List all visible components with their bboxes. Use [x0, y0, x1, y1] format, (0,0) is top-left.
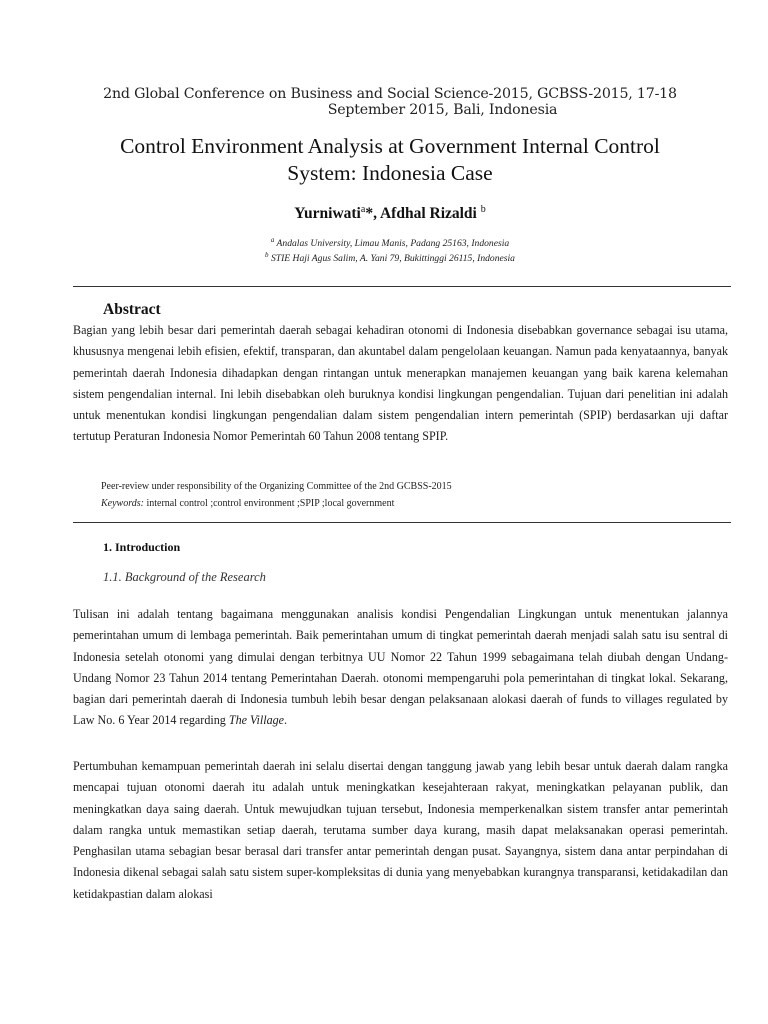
author-list: [60, 204, 720, 223]
affiliation-b-text: STIE Haji Agus Salim, A. Yani 79, Bukittinggi 26115, Indonesia: [270, 253, 515, 265]
author-1: Yurniwati: [294, 205, 361, 223]
keywords-label: Keywords:: [101, 498, 144, 509]
abstract-heading: Abstract: [103, 301, 161, 318]
subsection-heading-background: 1.1. Background of the Research: [103, 570, 266, 584]
peer-review-note: Peer-review under responsibility of the Organizing Committee of the 2nd GCBSS-2015: [101, 481, 452, 492]
affiliation-a: [60, 236, 720, 249]
paragraph-2: Pertumbuhan kemampuan pemerintah daerah ini selalu disertai dengan tanggung jawab yang lebih besar untuk daerah dalam rangka mencapai tujuan otonomi daerah itu adalah untuk meningkatkan kesejahteraan rakyat, meningkatkan pelayanan publik, dan meningkatkan daya saing daerah. Untuk mewujudkan tujuan tersebut, Indonesia memperkenalkan sistem transfer antar pemerintah dalam rangka untuk memastikan setiap daerah, terutama sumber daya kurang, masih dapat melaksanakan operasi pemerintah. Penghasilan utama sebagian besar berasal dari transfer antar pemerintah dengan pusat. Sayangnya, sistem dana antar perpindahan di Indonesia dikenal sebagai salah satu sistem super-kompleksitas di dunia yang menyebabkan kurangnya transparansi, ketidakadilan dan ketidakpastian dalam alokasi: [73, 759, 728, 901]
conference-line-2: September 2015, Bali, Indonesia: [327, 102, 558, 118]
affiliation-b: [60, 251, 720, 264]
keywords-list: internal control ;control environment ;SPIP ;local government: [143, 498, 395, 509]
paragraph-1-italic: The Village: [228, 713, 285, 728]
divider-bottom: [73, 522, 731, 523]
section-heading-introduction: 1. Introduction: [103, 540, 181, 554]
author-2-sup: b: [480, 204, 486, 215]
affiliation-a-text: Andalas University, Limau Manis, Padang 25163, Indonesia: [276, 238, 510, 250]
author-2: Afdhal Rizaldi: [379, 205, 477, 223]
author-1-sup: a: [360, 204, 366, 215]
affiliation-a-sup: a: [270, 236, 275, 244]
abstract-text: Bagian yang lebih besar dari pemerintah daerah sebagai kehadiran otonomi di Indonesia disebabkan governance sebagai isu utama, khususnya mengenai lebih efisien, efektif, transparan, dan akuntabel dalam pengelolaan keuangan. Namun pada kenyataannya, banyak pemerintah daerah Indonesia dihadapkan dengan rintangan untuk menerapkan manajemen keuangan yang baik karena kelemahan sistem pengendalian internal. Ini lebih disebabkan oleh buruknya kondisi lingkungan pengendalian. Tujuan dari penelitian ini adalah untuk menentukan kondisi lingkungan pengendalian dalam sistem pengendalian intern pemerintah (SPIP) berdasarkan uji daftar tertutup Peraturan Indonesia Nomor Pemerintah 60 Tahun 2008 tentang SPIP.: [73, 323, 728, 444]
conference-line-1: 2nd Global Conference on Business and Social Science-2015, GCBSS-2015, 17-18: [103, 86, 677, 102]
affiliation-b-sup: b: [265, 251, 269, 259]
title-line-2: System: Indonesia Case: [287, 161, 493, 185]
paragraph-1-end: .: [284, 713, 288, 728]
divider-top: [73, 286, 731, 287]
keywords: [101, 498, 394, 509]
paragraph-1: [73, 604, 728, 732]
title-line-1: Control Environment Analysis at Government Internal Control: [120, 134, 660, 158]
conference-header: [60, 86, 720, 118]
paragraph-1-text: Tulisan ini adalah tentang bagaimana menggunakan analisis kondisi Pengendalian Lingkungan untuk menentukan jalannya pemerintahan umum di lembaga pemerintah. Baik pemerintahan umum di tingkat pemerintah daerah menjadi salah satu isu sentral di Indonesia setelah otonomi yang dimulai dengan terbitnya UU Nomor 22 Tahun 1999 sebagaimana telah diubah dengan Undang-Undang Nomor 23 Tahun 2014 tentang Pemerintahan Daerah. otonomi mempengaruhi pola pemerintahan di tingkat lokal. Sekarang, bagian dari pemerintah daerah di Indonesia tumbuh lebih besar dengan pelaksanaan alokasi daerah of funds to villages regulated by Law No. 6 Year 2014 regarding: [73, 607, 728, 728]
author-1-mark: *,: [365, 205, 380, 223]
paper-title: [60, 133, 720, 187]
